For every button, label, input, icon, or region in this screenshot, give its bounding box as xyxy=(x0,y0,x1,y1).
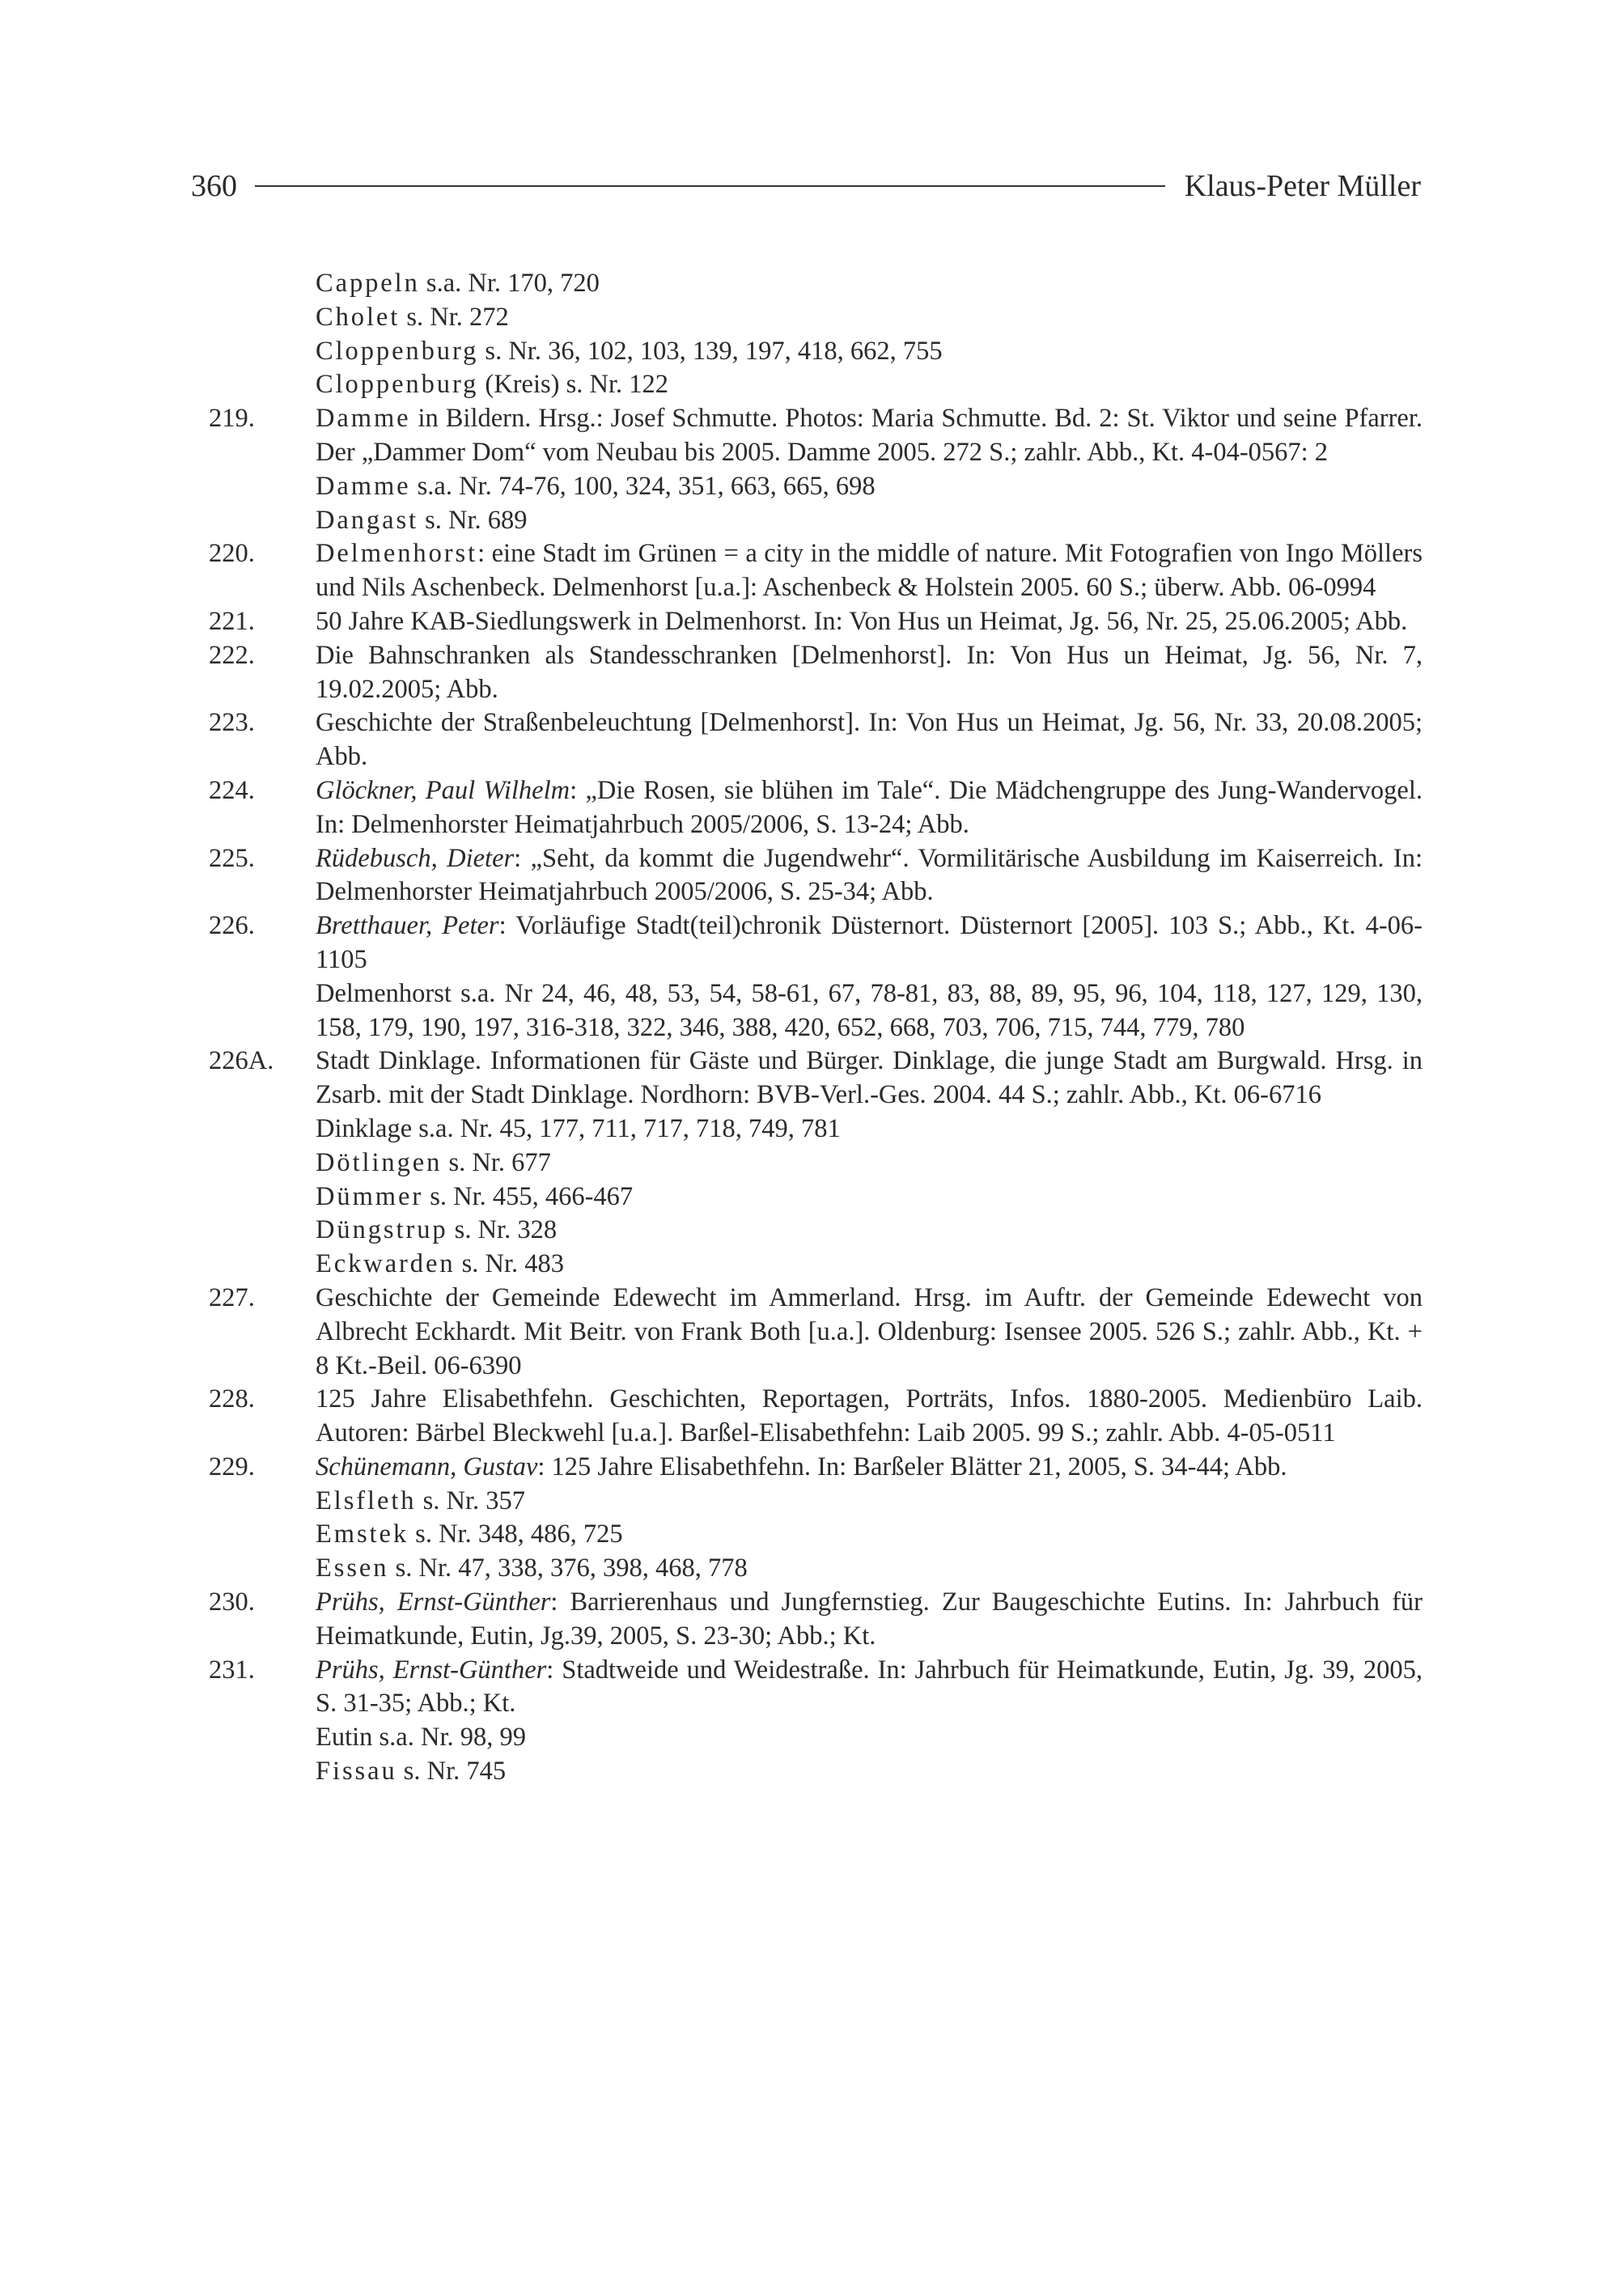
index-reference xyxy=(209,1755,1423,1789)
entry-body: s. Nr. 348, 486, 725 xyxy=(409,1519,623,1549)
entry-keyword: Emstek xyxy=(316,1519,409,1549)
header-rule xyxy=(255,185,1165,187)
entry-keyword: Damme xyxy=(316,471,411,501)
entry-text xyxy=(316,1451,1423,1485)
entry-text xyxy=(316,1586,1423,1654)
entry-body: s. Nr. 36, 102, 103, 139, 197, 418, 662, 755 xyxy=(478,336,943,366)
entry-keyword: Dötlingen xyxy=(316,1147,443,1177)
entry-body: : Vorläufige Stadt(teil)chronik Düsternort. Düsternort [2005]. 103 S.; Abb., Kt. 4-06-1105 xyxy=(316,911,1423,974)
entry-text xyxy=(316,1282,1423,1383)
running-head-author: Klaus-Peter Müller xyxy=(1184,169,1421,203)
entry-text xyxy=(316,1552,1423,1586)
entry-text xyxy=(316,470,1423,504)
entry-body: Stadt Dinklage. Informationen für Gäste und Bürger. Dinklage, die junge Stadt am Burgwald. Hrsg. in Zsarb. mit der Stadt Dinklage. Nordhorn: BVB-Verl.-Ges. 2004. 44 S.; zahlr. Abb., Kt. 06-6716 xyxy=(316,1046,1423,1110)
entry-body: : 125 Jahre Elisabethfehn. In: Barßeler Blätter 21, 2005, S. 34-44; Abb. xyxy=(537,1452,1287,1481)
entry-text xyxy=(316,1113,1423,1146)
bibliography-entry xyxy=(209,1383,1423,1451)
entry-text xyxy=(316,368,1423,402)
entry-body: : Barrierenhaus und Jungfernstieg. Zur Baugeschichte Eutins. In: Jahrbuch für Heimatkunde, Eutin, Jg.39, 2005, S. 23-30; Abb.; Kt. xyxy=(316,1587,1423,1651)
entry-body: Geschichte der Straßenbeleuchtung [Delmenhorst]. In: Von Hus un Heimat, Jg. 56, Nr. 33, 20.08.2005; Abb. xyxy=(316,708,1423,772)
entry-body: Eutin s.a. Nr. 98, 99 xyxy=(316,1723,526,1753)
entry-keyword: Essen xyxy=(316,1553,389,1583)
entry-body: : Stadtweide und Weidestraße. In: Jahrbuch für Heimatkunde, Eutin, Jg. 39, 2005, S. 31-35; Abb.; Kt. xyxy=(316,1655,1423,1719)
entry-text xyxy=(316,774,1423,842)
entry-author: Schünemann, Gustav xyxy=(316,1452,538,1481)
entry-text xyxy=(316,301,1423,335)
index-reference xyxy=(209,1552,1423,1586)
entry-number: 225. xyxy=(209,843,255,873)
page-number: 360 xyxy=(191,169,237,203)
entry-keyword: Delmenhorst xyxy=(316,539,478,569)
entry-keyword: Dümmer xyxy=(316,1181,424,1211)
running-head xyxy=(191,162,1421,210)
index-reference xyxy=(209,267,1423,301)
entry-number: 219. xyxy=(209,404,255,434)
entry-text xyxy=(316,706,1423,774)
entry-text xyxy=(316,1383,1423,1451)
entry-keyword: Düngstrup xyxy=(316,1215,448,1245)
entry-body: s. Nr. 357 xyxy=(416,1486,526,1515)
entry-body: s. Nr. 689 xyxy=(418,505,528,535)
entry-keyword: Damme xyxy=(316,404,411,434)
index-reference xyxy=(209,335,1423,369)
entry-keyword: Elsfleth xyxy=(316,1486,417,1515)
entry-author: Prühs, Ernst-Günther xyxy=(316,1587,551,1617)
entry-text xyxy=(316,977,1423,1045)
bibliography-list xyxy=(209,267,1423,1789)
entry-text xyxy=(316,537,1423,605)
entry-keyword: Cappeln xyxy=(316,269,420,298)
entry-body: Geschichte der Gemeinde Edewecht im Ammerland. Hrsg. im Auftr. der Gemeinde Edewecht von Albrecht Eckhardt. Mit Beitr. von Frank Both [u.a.]. Oldenburg: Isensee 2005. 526 S.; zahlr. Abb., Kt. + 8 Kt.-Beil. 06-6390 xyxy=(316,1282,1423,1380)
entry-author: Prühs, Ernst-Günther xyxy=(316,1655,547,1685)
entry-body: 50 Jahre KAB-Siedlungswerk in Delmenhorst. In: Von Hus un Heimat, Jg. 56, Nr. 25, 25.06.2005; Abb. xyxy=(316,606,1408,636)
entry-number: 231. xyxy=(209,1655,255,1685)
entry-body: s. Nr. 483 xyxy=(455,1249,565,1279)
index-reference xyxy=(209,504,1423,538)
entry-keyword: Cloppenburg xyxy=(316,370,479,400)
entry-body: in Bildern. Hrsg.: Josef Schmutte. Photos: Maria Schmutte. Bd. 2: St. Viktor und seine Pfarrer. Der „Dammer Dom“ vom Neubau bis 2005. Damme 2005. 272 S.; zahlr. Abb., Kt. 4-04-0567: 2 xyxy=(316,404,1423,467)
bibliography-entry xyxy=(209,639,1423,707)
entry-number: 220. xyxy=(209,539,255,569)
entry-body: Dinklage s.a. Nr. 45, 177, 711, 717, 718, 749, 781 xyxy=(316,1113,841,1143)
entry-keyword: Fissau xyxy=(316,1757,397,1787)
bibliography-entry xyxy=(209,605,1423,639)
bibliography-entry xyxy=(209,1654,1423,1722)
entry-text xyxy=(316,639,1423,707)
entry-author: Bretthauer, Peter xyxy=(316,911,499,941)
entry-number: 227. xyxy=(209,1282,255,1312)
entry-body: s. Nr. 328 xyxy=(447,1215,558,1245)
entry-number: 226. xyxy=(209,911,255,941)
bibliography-entry xyxy=(209,537,1423,605)
entry-text xyxy=(316,909,1423,977)
bibliography-entry xyxy=(209,909,1423,977)
entry-text xyxy=(316,402,1423,470)
entry-number: 223. xyxy=(209,708,255,738)
index-reference xyxy=(209,1485,1423,1519)
bibliography-entry xyxy=(209,1451,1423,1485)
bibliography-entry xyxy=(209,842,1423,910)
index-reference xyxy=(209,1248,1423,1282)
entry-number: 222. xyxy=(209,640,255,670)
entry-text xyxy=(316,267,1423,301)
entry-text xyxy=(316,504,1423,538)
entry-author: Rüdebusch, Dieter xyxy=(316,843,515,873)
entry-text xyxy=(316,1721,1423,1755)
entry-text xyxy=(316,1248,1423,1282)
entry-keyword: Dangast xyxy=(316,505,418,535)
entry-text xyxy=(316,1045,1423,1113)
entry-body: s. Nr. 745 xyxy=(396,1757,507,1787)
entry-text xyxy=(316,605,1423,639)
index-reference xyxy=(209,470,1423,504)
entry-number: 224. xyxy=(209,775,255,805)
index-reference xyxy=(209,1113,1423,1146)
entry-author: Glöckner, Paul Wilhelm xyxy=(316,775,570,805)
entry-body: : „Die Rosen, sie blühen im Tale“. Die Mädchengruppe des Jung-Wandervogel. In: Delmenhorster Heimatjahrbuch 2005/2006, S. 13-24; Abb. xyxy=(316,775,1423,839)
entry-text xyxy=(316,1180,1423,1214)
entry-body: (Kreis) s. Nr. 122 xyxy=(478,370,668,400)
index-reference xyxy=(209,1721,1423,1755)
entry-text xyxy=(316,1755,1423,1789)
bibliography-entry xyxy=(209,706,1423,774)
entry-body: 125 Jahre Elisabethfehn. Geschichten, Reportagen, Porträts, Infos. 1880-2005. Medienbüro Laib. Autoren: Bärbel Bleckwehl [u.a.]. Barßel-Elisabethfehn: Laib 2005. 99 S.; zahlr. Abb. 4-05-0511 xyxy=(316,1384,1423,1448)
entry-body: s. Nr. 272 xyxy=(400,302,509,332)
bibliography-entry xyxy=(209,402,1423,470)
bibliography-entry xyxy=(209,1586,1423,1654)
entry-body: s. Nr. 455, 466-467 xyxy=(423,1181,634,1211)
entry-body: s. Nr. 47, 338, 376, 398, 468, 778 xyxy=(388,1553,748,1583)
entry-body: s. Nr. 677 xyxy=(442,1147,551,1177)
entry-keyword: Eckwarden xyxy=(316,1249,456,1279)
index-reference xyxy=(209,1214,1423,1248)
entry-number: 221. xyxy=(209,606,255,636)
entry-body: s.a. Nr. 74-76, 100, 324, 351, 663, 665, 698 xyxy=(410,471,876,501)
index-reference xyxy=(209,977,1423,1045)
entry-text xyxy=(316,1518,1423,1552)
entry-text xyxy=(316,335,1423,369)
entry-text xyxy=(316,1654,1423,1722)
entry-number: 226A. xyxy=(209,1046,274,1076)
entry-text xyxy=(316,1485,1423,1519)
entry-body: Die Bahnschranken als Standesschranken [Delmenhorst]. In: Von Hus un Heimat, Jg. 56, Nr. 7, 19.02.2005; Abb. xyxy=(316,640,1423,704)
entry-body: : „Seht, da kommt die Jugendwehr“. Vormilitärische Ausbildung im Kaiserreich. In: Delmenhorster Heimatjahrbuch 2005/2006, S. 25-34; Abb. xyxy=(316,843,1423,907)
index-reference xyxy=(209,301,1423,335)
bibliography-entry xyxy=(209,1045,1423,1113)
entry-keyword: Cloppenburg xyxy=(316,336,479,366)
bibliography-entry xyxy=(209,774,1423,842)
entry-number: 229. xyxy=(209,1452,255,1481)
entry-body: s.a. Nr. 170, 720 xyxy=(419,269,600,298)
entry-body: Delmenhorst s.a. Nr 24, 46, 48, 53, 54, 58-61, 67, 78-81, 83, 88, 89, 95, 96, 104, 118, 127, 129, 130, 158, 179, 190, 197, 316-318, 322, 346, 388, 420, 652, 668, 703, 706, 715, 744, 779, 780 xyxy=(316,978,1423,1042)
entry-number: 230. xyxy=(209,1587,255,1617)
entry-text xyxy=(316,842,1423,910)
index-reference xyxy=(209,1518,1423,1552)
index-reference xyxy=(209,1180,1423,1214)
index-reference xyxy=(209,1146,1423,1180)
entry-text xyxy=(316,1214,1423,1248)
entry-number: 228. xyxy=(209,1384,255,1414)
entry-keyword: Cholet xyxy=(316,302,401,332)
index-reference xyxy=(209,368,1423,402)
entry-text xyxy=(316,1146,1423,1180)
entry-body: : eine Stadt im Grünen = a city in the middle of nature. Mit Fotografien von Ingo Möllers und Nils Aschenbeck. Delmenhorst [u.a.]: Aschenbeck & Holstein 2005. 60 S.; überw. Abb. 06-0994 xyxy=(316,539,1423,603)
bibliography-entry xyxy=(209,1282,1423,1383)
